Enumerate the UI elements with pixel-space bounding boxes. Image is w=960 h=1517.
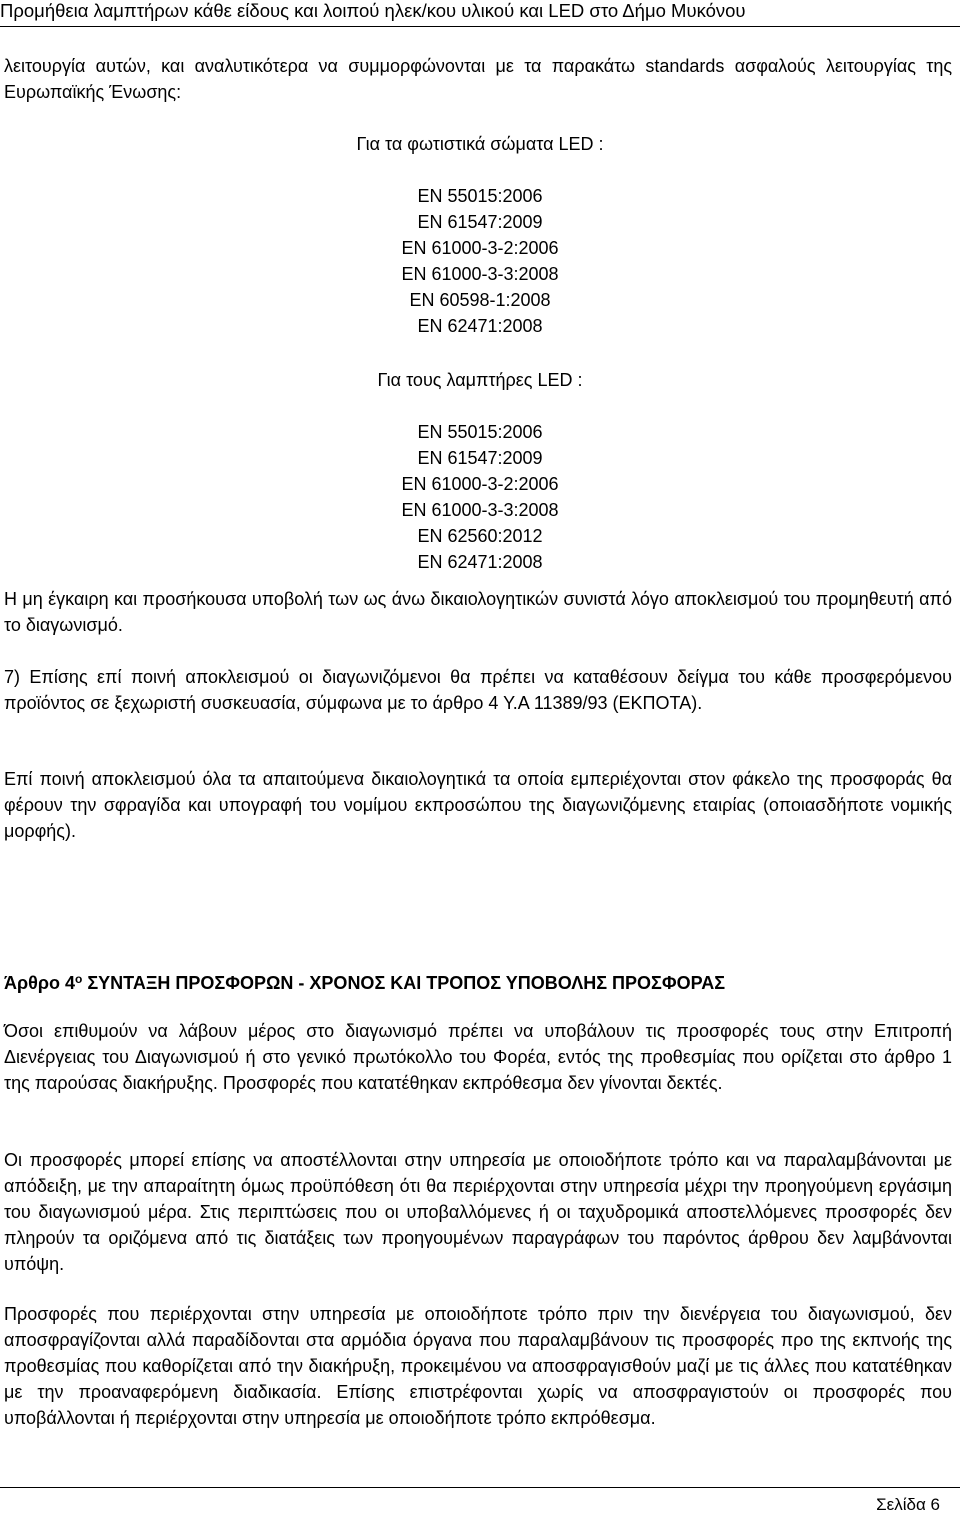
article-heading [4, 966, 952, 996]
early-offers-paragraph: Προσφορές που περιέρχονται στην υπηρεσία με οποιοδήποτε τρόπο πριν την διενέργεια του διαγωνισμού, δεν αποσφραγίζονται αλλά παραδίδονται στα αρμόδια όργανα που παραλαμβάνουν τις προσφορές προ της εκπνοής της προθεσμίας που καθορίζεται από την διακήρυξη, προκειμένου να αποσφραγισθούν μαζί με τις άλλες που κατατέθηκαν με την προαναφερόμενη διαδικασία. Επίσης επιστρέφονται χωρίς να αποσφραγιστούν οι προσφορές που υποβάλλονται ή περιέρχονται στην υπηρεσία με οποιοδήποτε τρόπο εκπρόθεσμα. [4, 1304, 952, 1428]
standard-item: EN 55015:2006 [417, 422, 543, 442]
seal-paragraph: Επί ποινή αποκλεισμού όλα τα απαιτούμενα δικαιολογητικά τα οποία εμπεριέχονται στον φάκελο της προσφοράς θα φέρουν την σφραγίδα και υπογραφή του νομίμου εκπροσώπου της διαγωνιζόμενης εταιρίας (οποιασδήποτε νομικής μορφής). [4, 769, 952, 841]
standard-item: EN 61000-3-3:2008 [401, 500, 559, 520]
lamps-standards-block [0, 367, 960, 575]
article-prefix: Άρθρο 4 [4, 973, 76, 993]
standard-item: EN 61000-3-2:2006 [401, 238, 559, 258]
article-ordinal: ο [75, 972, 83, 986]
delivery-paragraph: Οι προσφορές μπορεί επίσης να αποστέλλονται στην υπηρεσία με οποιοδήποτε τρόπο και να παραλαμβάνονται με απόδειξη, με την απαραίτητη όμως προϋπόθεση ότι θα περιέρχονται στην υπηρεσία μέχρι την προηγούμενη εργάσιμη του διαγωνισμού μέρα. Στις περιπτώσεις που οι υποβαλλόμενες ή οι ταχυδρομικά αποστελλόμενες προσφορές δεν πληρούν τα οριζόμενα από τις διατάξεις των προηγουμένων παραγράφων του παρόντος άρθρου δεν λαμβάνονται υπόψη. [4, 1150, 952, 1274]
submission-paragraph: Όσοι επιθυμούν να λάβουν μέρος στο διαγωνισμό πρέπει να υποβάλουν τις προσφορές τους στην Επιτροπή Διενέργειας του Διαγωνισμού ή στο γενικό πρωτόκολλο του Φορέα, εντός της προθεσμίας που ορίζεται στο άρθρο 1 της παρούσας διακήρυξης. Προσφορές που κατατέθηκαν εκπρόθεσμα δεν γίνονται δεκτές. [4, 1021, 952, 1093]
header-rule [0, 26, 960, 27]
intro-paragraph: λειτουργία αυτών, και αναλυτικότερα να συμμορφώνονται με τα παρακάτω standards ασφαλούς λειτουργίας της Ευρωπαϊκής Ένωσης: [4, 56, 952, 102]
standard-item: EN 61547:2009 [417, 448, 543, 468]
footer-rule [0, 1487, 960, 1488]
standard-item: EN 55015:2006 [417, 186, 543, 206]
standard-item: EN 61000-3-2:2006 [401, 474, 559, 494]
standard-item: EN 60598-1:2008 [409, 290, 551, 310]
running-header: Προμήθεια λαμπτήρων κάθε είδους και λοιπού ηλεκ/κου υλικού και LED στο Δήμο Μυκόνου [0, 0, 746, 21]
standard-item: EN 61000-3-3:2008 [401, 264, 559, 284]
fixtures-title: Για τα φωτιστικά σώματα LED : [356, 134, 604, 154]
exclusion-paragraph: Η μη έγκαιρη και προσήκουσα υποβολή των ως άνω δικαιολογητικών συνιστά λόγο αποκλεισμού του προμηθευτή από το διαγωνισμό. [4, 589, 952, 635]
fixtures-standards-block [0, 131, 960, 339]
page-number: Σελίδα 6 [876, 1495, 940, 1514]
item-7-paragraph: 7) Επίσης επί ποινή αποκλεισμού οι διαγωνιζόμενοι θα πρέπει να καταθέσουν δείγμα του κάθε προσφερόμενου προϊόντος σε ξεχωριστή συσκευασία, σύμφωνα με το άρθρο 4 Υ.Α 11389/93 (ΕΚΠΟΤΑ). [4, 667, 952, 713]
standard-item: EN 62471:2008 [417, 552, 543, 572]
article-title: ΣΥΝΤΑΞΗ ΠΡΟΣΦΟΡΩΝ - ΧΡΟΝΟΣ ΚΑΙ ΤΡΟΠΟΣ ΥΠΟΒΟΛΗΣ ΠΡΟΣΦΟΡΑΣ [82, 973, 726, 993]
standard-item: EN 62560:2012 [417, 526, 543, 546]
lamps-title: Για τους λαμπτήρες LED : [377, 370, 583, 390]
standard-item: EN 62471:2008 [417, 316, 543, 336]
standard-item: EN 61547:2009 [417, 212, 543, 232]
